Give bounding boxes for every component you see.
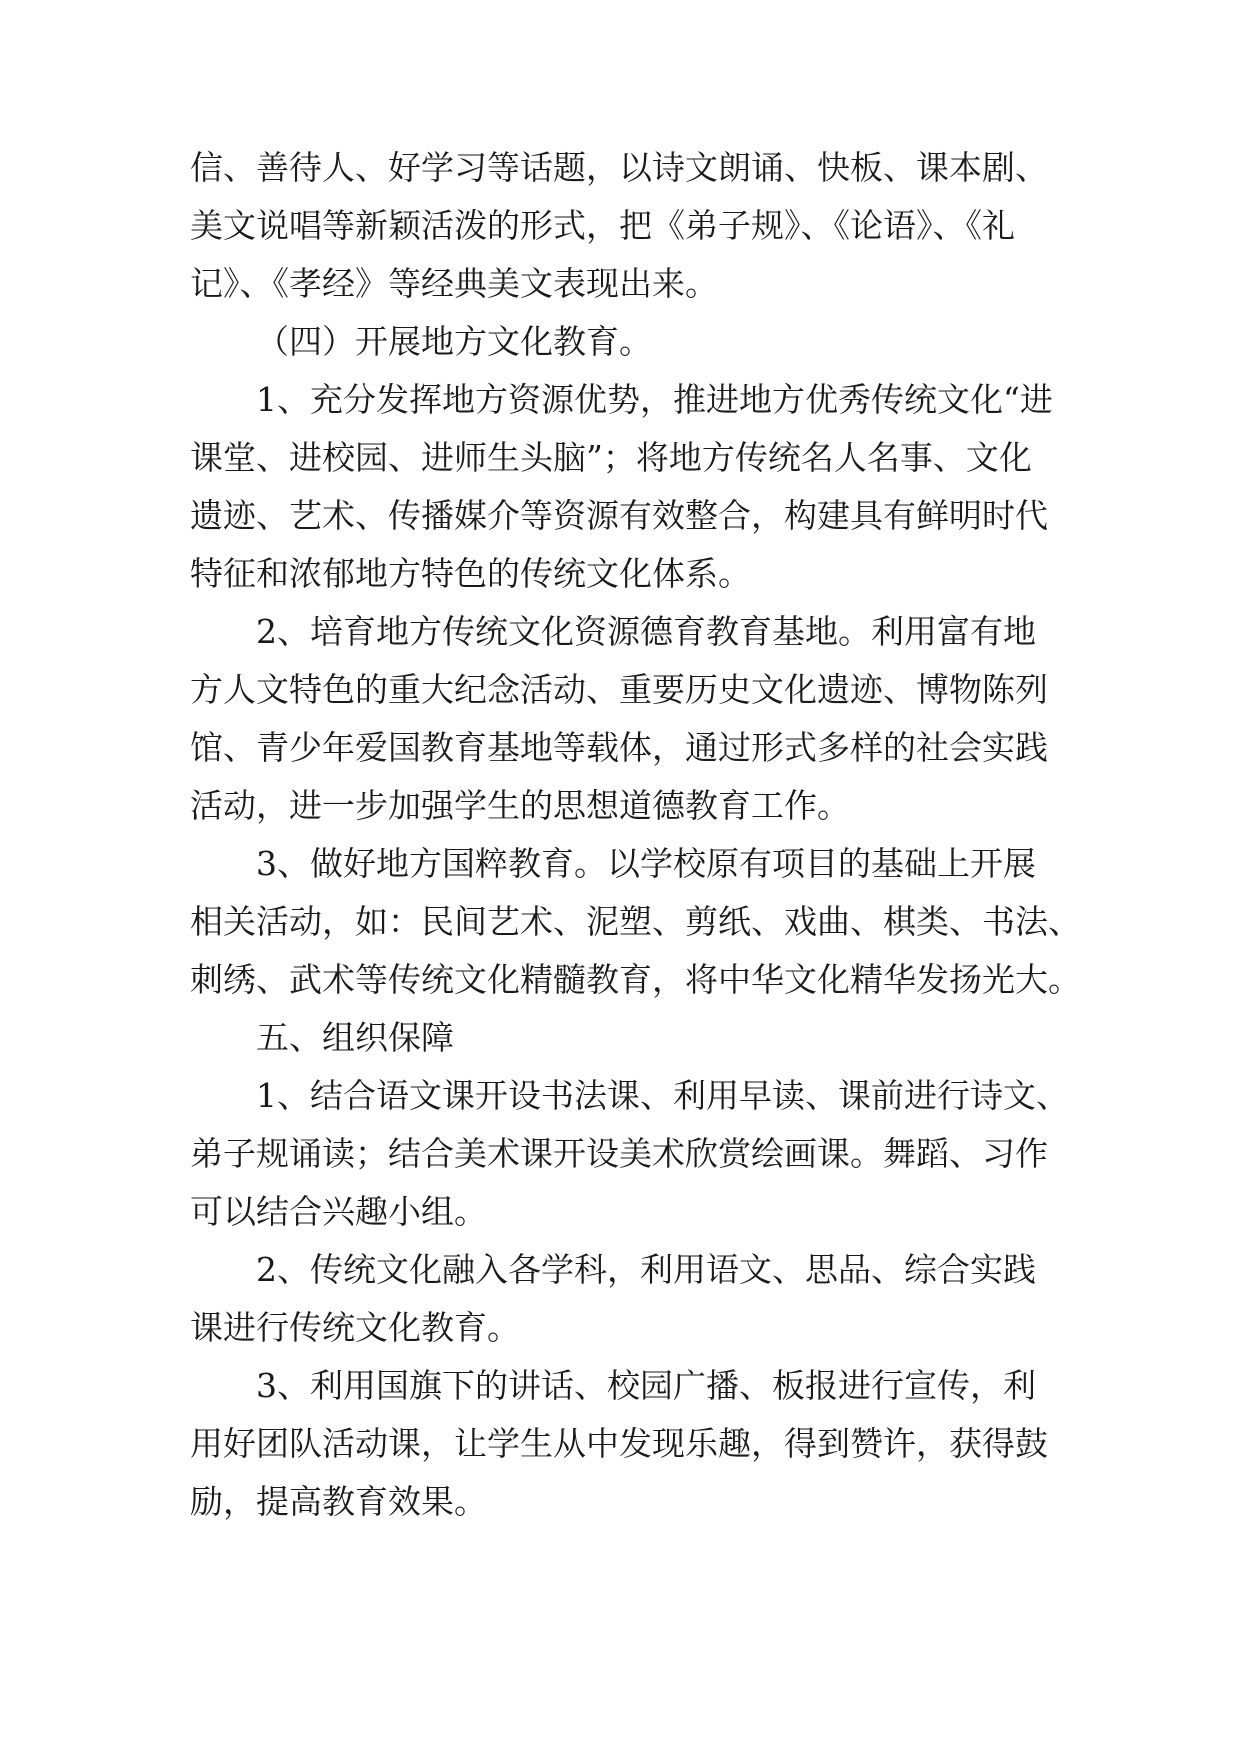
text-line: 2、传统文化融入各学科，利用语文、思品、综合实践 xyxy=(256,1250,1036,1289)
text-line: 1、结合语文课开设书法课、利用早读、课前进行诗文、 xyxy=(256,1076,1069,1115)
text-line: 遗迹、艺术、传播媒介等资源有效整合，构建具有鲜明时代 xyxy=(190,496,1048,535)
text-line: 方人文特色的重大纪念活动、重要历史文化遗迹、博物陈列 xyxy=(190,670,1048,709)
text-line: 2、培育地方传统文化资源德育教育基地。利用富有地 xyxy=(256,612,1036,651)
text-line: 3、做好地方国粹教育。以学校原有项目的基础上开展 xyxy=(256,844,1036,883)
text-line: 特征和浓郁地方特色的传统文化体系。 xyxy=(190,554,751,593)
text-line: 课进行传统文化教育。 xyxy=(190,1308,520,1347)
text-line: 信、善待人、好学习等话题，以诗文朗诵、快板、课本剧、 xyxy=(190,148,1048,187)
text-line: 课堂、进校园、进师生头脑”；将地方传统名人名事、文化 xyxy=(190,438,1032,477)
text-line: 励，提高教育效果。 xyxy=(190,1482,487,1521)
text-line: 活动，进一步加强学生的思想道德教育工作。 xyxy=(190,786,850,825)
text-line: 相关活动，如：民间艺术、泥塑、剪纸、戏曲、棋类、书法、 xyxy=(190,902,1081,941)
section-heading: 五、组织保障 xyxy=(256,1018,454,1057)
text-line: 可以结合兴趣小组。 xyxy=(190,1192,487,1231)
section-heading: （四）开展地方文化教育。 xyxy=(256,322,652,361)
text-line: 美文说唱等新颖活泼的形式，把《弟子规》、《论语》、《礼 xyxy=(190,206,1015,245)
text-line: 1、充分发挥地方资源优势，推进地方优秀传统文化“进 xyxy=(256,380,1053,419)
text-line: 3、利用国旗下的讲话、校园广播、板报进行宣传，利 xyxy=(256,1366,1036,1405)
text-line: 弟子规诵读；结合美术课开设美术欣赏绘画课。舞蹈、习作 xyxy=(190,1134,1048,1173)
text-line: 记》、《孝经》等经典美文表现出来。 xyxy=(190,264,718,303)
text-line: 刺绣、武术等传统文化精髓教育，将中华文化精华发扬光大。 xyxy=(190,960,1081,999)
text-line: 用好团队活动课，让学生从中发现乐趣，得到赞许，获得鼓 xyxy=(190,1424,1048,1463)
text-line: 馆、青少年爱国教育基地等载体，通过形式多样的社会实践 xyxy=(190,728,1048,767)
